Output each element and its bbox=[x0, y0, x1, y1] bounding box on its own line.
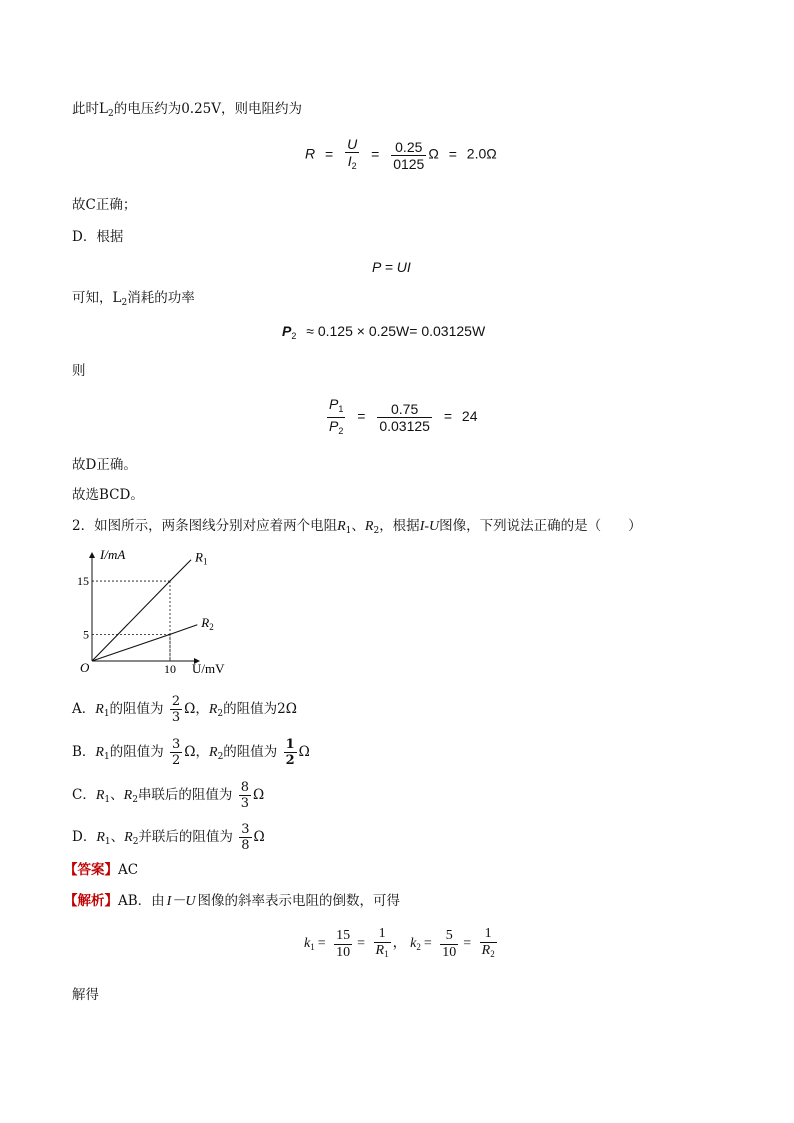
y-axis-label: I/mA bbox=[100, 547, 126, 562]
analysis-line: 【解析】AB．由 I－U 图像的斜率表示电阻的倒数，可得 bbox=[64, 893, 400, 909]
y-tick-label: 15 bbox=[77, 574, 89, 589]
x-axis-label: U/mV bbox=[192, 661, 225, 676]
series-label-2: $R_2$ bbox=[201, 614, 214, 632]
answer-line bbox=[64, 861, 138, 879]
series-line-2 bbox=[92, 625, 197, 661]
text-line: 故C正确； bbox=[72, 197, 137, 213]
equation-power-formula: P = UI bbox=[372, 259, 411, 275]
option-d: D．$R_1$、$R_2$并联后的阻值为 $\frac{3}{8}$ Ω bbox=[72, 822, 265, 853]
iu-graph bbox=[64, 545, 264, 680]
text-line: 故选BCD。 bbox=[72, 487, 144, 503]
analysis-tag: 【解析】 bbox=[64, 893, 118, 909]
equation-slopes: $k_1$ = $\frac{15}{10}$ = $\frac{1}{R_1}$ ， $k_2$ = $\frac{5}{10}$ = $\frac{1}{R_2}$ bbox=[304, 926, 499, 962]
text-line: D．根据 bbox=[72, 229, 124, 245]
series-label-1: $R_1$ bbox=[195, 549, 208, 567]
text-line: 解得 bbox=[72, 987, 99, 1003]
series-line-1 bbox=[92, 560, 191, 661]
option-b: B．$R_1$的阻值为 $\frac{3}{2}$ Ω，$R_2$的阻值为 $\frac{1}{2}$ Ω bbox=[72, 737, 310, 768]
equation-power-ratio: $\frac{P_1}{P_2}$ = $\frac{0.75}{0.03125}$ = 24 bbox=[325, 396, 477, 439]
text-line: 故D正确。 bbox=[72, 457, 137, 473]
equation-resistance: R = $\frac{U}{I_2}$ = $\frac{0.25}{0125}$ Ω = 2.0Ω bbox=[305, 136, 497, 174]
text-line: 则 bbox=[72, 363, 86, 379]
answer-tag: 【答案】 bbox=[64, 862, 118, 878]
x-tick-label: 10 bbox=[164, 662, 176, 676]
option-a: A．$R_1$的阻值为 $\frac{2}{3}$ Ω，$R_2$的阻值为2Ω bbox=[72, 694, 297, 725]
answer-value: AC bbox=[118, 862, 139, 878]
equation-power-l2: $P_2 \approx 0.125 \times 0.25W= 0.03125W$ bbox=[282, 323, 486, 341]
option-c: C．$R_1$、$R_2$串联后的阻值为 $\frac{8}{3}$ Ω bbox=[72, 780, 265, 811]
origin-label: O bbox=[80, 660, 90, 675]
text-line: 此时$L_2$的电压约为0.25V，则电阻约为 bbox=[72, 101, 303, 119]
y-tick-label: 5 bbox=[83, 627, 89, 642]
text-line: 可知，$L_2$消耗的功率 bbox=[72, 290, 195, 308]
question-2: 2．如图所示，两条图线分别对应着两个电阻$R_1$、$R_2$，根据I-U图像，下列说法正确的是（ ） bbox=[72, 518, 642, 536]
